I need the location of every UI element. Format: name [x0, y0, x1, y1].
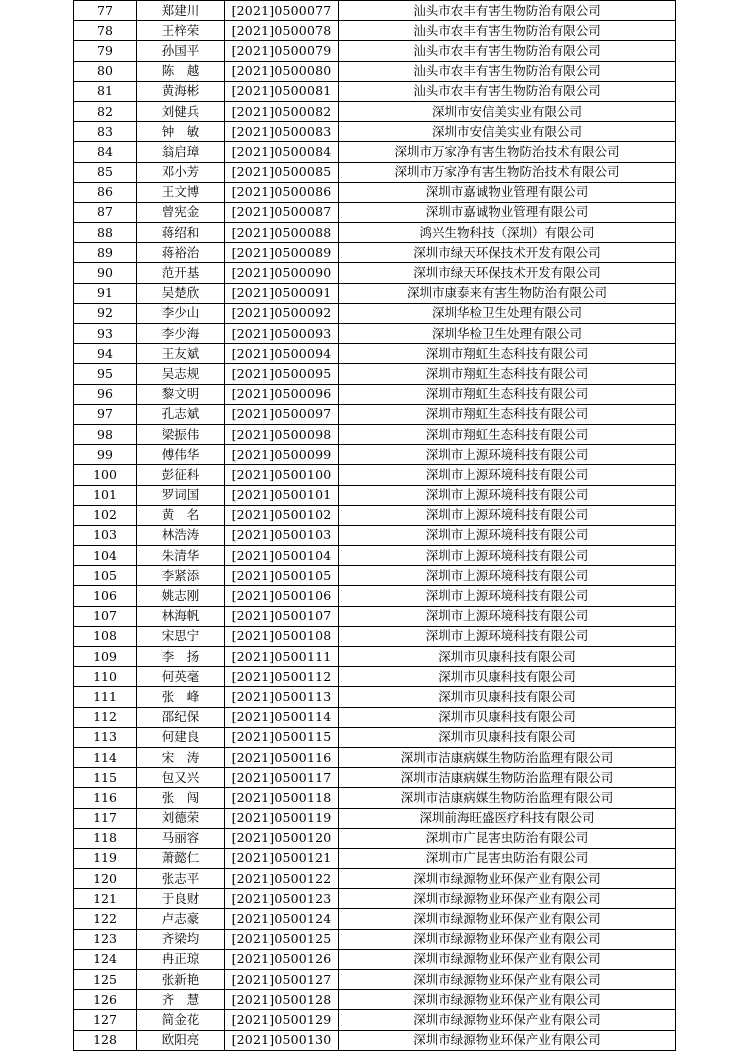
person-name-cell: 朱清华: [137, 546, 225, 566]
certificate-number-cell: [2021]0500084: [225, 142, 339, 162]
table-row: [74, 344, 676, 364]
certificate-number-cell: [2021]0500121: [225, 848, 339, 868]
certificate-number-cell: [2021]0500094: [225, 344, 339, 364]
organization-cell: 深圳市绿天环保技术开发有限公司: [339, 243, 676, 263]
table-row: [74, 142, 676, 162]
person-name-cell: 吴楚欣: [137, 283, 225, 303]
table-row: [74, 41, 676, 61]
table-row: [74, 687, 676, 707]
organization-cell: 深圳市上源环境科技有限公司: [339, 586, 676, 606]
table-row: [74, 828, 676, 848]
certificate-number-cell: [2021]0500091: [225, 283, 339, 303]
row-number-cell: 112: [74, 707, 137, 727]
organization-cell: 深圳市万家净有害生物防治技术有限公司: [339, 142, 676, 162]
person-name-cell: 翁启璋: [137, 142, 225, 162]
certificate-number-cell: [2021]0500083: [225, 122, 339, 142]
organization-cell: 深圳市上源环境科技有限公司: [339, 626, 676, 646]
organization-cell: 汕头市农丰有害生物防治有限公司: [339, 1, 676, 21]
certificate-number-cell: [2021]0500123: [225, 889, 339, 909]
row-number-cell: 95: [74, 364, 137, 384]
table-row: [74, 101, 676, 121]
certificate-number-cell: [2021]0500122: [225, 869, 339, 889]
person-name-cell: 何建良: [137, 727, 225, 747]
table-row: [74, 81, 676, 101]
row-number-cell: 93: [74, 324, 137, 344]
organization-cell: 深圳市上源环境科技有限公司: [339, 465, 676, 485]
organization-cell: 深圳市广昆害虫防治有限公司: [339, 848, 676, 868]
person-name-cell: 何英毫: [137, 667, 225, 687]
person-name-cell: 郑建川: [137, 1, 225, 21]
table-row: [74, 1030, 676, 1050]
certificate-number-cell: [2021]0500128: [225, 990, 339, 1010]
organization-cell: 汕头市农丰有害生物防治有限公司: [339, 21, 676, 41]
certificate-number-cell: [2021]0500078: [225, 21, 339, 41]
row-number-cell: 120: [74, 869, 137, 889]
organization-cell: 深圳市绿源物业环保产业有限公司: [339, 949, 676, 969]
row-number-cell: 90: [74, 263, 137, 283]
organization-cell: 深圳市绿源物业环保产业有限公司: [339, 970, 676, 990]
organization-cell: 深圳市翔虹生态科技有限公司: [339, 384, 676, 404]
person-name-cell: 李少山: [137, 303, 225, 323]
organization-cell: 深圳市上源环境科技有限公司: [339, 546, 676, 566]
table-row: [74, 727, 676, 747]
certificate-number-cell: [2021]0500081: [225, 81, 339, 101]
row-number-cell: 122: [74, 909, 137, 929]
person-name-cell: 冉正琼: [137, 949, 225, 969]
certificate-number-cell: [2021]0500100: [225, 465, 339, 485]
row-number-cell: 116: [74, 788, 137, 808]
row-number-cell: 108: [74, 626, 137, 646]
person-name-cell: 孙国平: [137, 41, 225, 61]
person-name-cell: 卢志豪: [137, 909, 225, 929]
row-number-cell: 80: [74, 61, 137, 81]
organization-cell: 深圳市绿源物业环保产业有限公司: [339, 869, 676, 889]
row-number-cell: 100: [74, 465, 137, 485]
row-number-cell: 117: [74, 808, 137, 828]
row-number-cell: 125: [74, 970, 137, 990]
person-name-cell: 王文博: [137, 182, 225, 202]
row-number-cell: 104: [74, 546, 137, 566]
person-name-cell: 刘健兵: [137, 101, 225, 121]
table-row: [74, 990, 676, 1010]
organization-cell: 深圳市上源环境科技有限公司: [339, 505, 676, 525]
certificate-number-cell: [2021]0500093: [225, 324, 339, 344]
row-number-cell: 103: [74, 525, 137, 545]
row-number-cell: 107: [74, 606, 137, 626]
certificate-number-cell: [2021]0500104: [225, 546, 339, 566]
table-row: [74, 445, 676, 465]
organization-cell: 鸿兴生物科技（深圳）有限公司: [339, 223, 676, 243]
table-row: [74, 283, 676, 303]
person-name-cell: 罗词国: [137, 485, 225, 505]
organization-cell: 深圳市贝康科技有限公司: [339, 667, 676, 687]
person-name-cell: 李少海: [137, 324, 225, 344]
row-number-cell: 96: [74, 384, 137, 404]
table-row: [74, 122, 676, 142]
person-name-cell: 黎文明: [137, 384, 225, 404]
certificate-number-cell: [2021]0500113: [225, 687, 339, 707]
table-row: [74, 848, 676, 868]
certificate-number-cell: [2021]0500111: [225, 647, 339, 667]
person-name-cell: 王梓荣: [137, 21, 225, 41]
certificate-number-cell: [2021]0500117: [225, 768, 339, 788]
organization-cell: 深圳市洁康病媒生物防治监理有限公司: [339, 747, 676, 767]
row-number-cell: 82: [74, 101, 137, 121]
organization-cell: 深圳市绿源物业环保产业有限公司: [339, 929, 676, 949]
organization-cell: 深圳市贝康科技有限公司: [339, 647, 676, 667]
table-row: [74, 485, 676, 505]
certificate-number-cell: [2021]0500077: [225, 1, 339, 21]
table-row: [74, 606, 676, 626]
row-number-cell: 92: [74, 303, 137, 323]
certificate-number-cell: [2021]0500116: [225, 747, 339, 767]
person-name-cell: 王友斌: [137, 344, 225, 364]
table-row: [74, 869, 676, 889]
organization-cell: 深圳市绿源物业环保产业有限公司: [339, 889, 676, 909]
person-name-cell: 吴志规: [137, 364, 225, 384]
person-name-cell: 齐 慧: [137, 990, 225, 1010]
row-number-cell: 98: [74, 424, 137, 444]
certificate-number-cell: [2021]0500129: [225, 1010, 339, 1030]
row-number-cell: 79: [74, 41, 137, 61]
person-name-cell: 张新艳: [137, 970, 225, 990]
person-name-cell: 张志平: [137, 869, 225, 889]
row-number-cell: 78: [74, 21, 137, 41]
row-number-cell: 121: [74, 889, 137, 909]
table-row: [74, 223, 676, 243]
person-name-cell: 萧懿仁: [137, 848, 225, 868]
certificate-number-cell: [2021]0500119: [225, 808, 339, 828]
person-name-cell: 张 闯: [137, 788, 225, 808]
organization-cell: 深圳市绿源物业环保产业有限公司: [339, 990, 676, 1010]
row-number-cell: 89: [74, 243, 137, 263]
table-row: [74, 1010, 676, 1030]
organization-cell: 深圳市上源环境科技有限公司: [339, 485, 676, 505]
certificate-number-cell: [2021]0500089: [225, 243, 339, 263]
row-number-cell: 97: [74, 404, 137, 424]
person-name-cell: 孔志斌: [137, 404, 225, 424]
table-row: [74, 263, 676, 283]
personnel-table: [73, 0, 676, 1051]
table-row: [74, 525, 676, 545]
row-number-cell: 110: [74, 667, 137, 687]
row-number-cell: 94: [74, 344, 137, 364]
table-row: [74, 243, 676, 263]
row-number-cell: 126: [74, 990, 137, 1010]
person-name-cell: 李紧添: [137, 566, 225, 586]
person-name-cell: 邓小芳: [137, 162, 225, 182]
row-number-cell: 128: [74, 1030, 137, 1050]
certificate-number-cell: [2021]0500125: [225, 929, 339, 949]
certificate-number-cell: [2021]0500086: [225, 182, 339, 202]
certificate-number-cell: [2021]0500095: [225, 364, 339, 384]
person-name-cell: 于良财: [137, 889, 225, 909]
person-name-cell: 邵纪保: [137, 707, 225, 727]
row-number-cell: 114: [74, 747, 137, 767]
row-number-cell: 101: [74, 485, 137, 505]
table-row: [74, 929, 676, 949]
row-number-cell: 77: [74, 1, 137, 21]
table-row: [74, 566, 676, 586]
table-row: [74, 303, 676, 323]
organization-cell: 深圳华检卫生处理有限公司: [339, 303, 676, 323]
table-row: [74, 788, 676, 808]
organization-cell: 深圳市嘉诚物业管理有限公司: [339, 182, 676, 202]
row-number-cell: 106: [74, 586, 137, 606]
table-row: [74, 626, 676, 646]
certificate-number-cell: [2021]0500102: [225, 505, 339, 525]
organization-cell: 深圳市贝康科技有限公司: [339, 727, 676, 747]
row-number-cell: 124: [74, 949, 137, 969]
organization-cell: 汕头市农丰有害生物防治有限公司: [339, 61, 676, 81]
certificate-number-cell: [2021]0500098: [225, 424, 339, 444]
certificate-number-cell: [2021]0500090: [225, 263, 339, 283]
person-name-cell: 钟 敏: [137, 122, 225, 142]
person-name-cell: 刘德荣: [137, 808, 225, 828]
certificate-number-cell: [2021]0500107: [225, 606, 339, 626]
organization-cell: 汕头市农丰有害生物防治有限公司: [339, 41, 676, 61]
row-number-cell: 113: [74, 727, 137, 747]
table-row: [74, 970, 676, 990]
table-row: [74, 889, 676, 909]
person-name-cell: 简金花: [137, 1010, 225, 1030]
table-row: [74, 768, 676, 788]
person-name-cell: 傅伟华: [137, 445, 225, 465]
row-number-cell: 111: [74, 687, 137, 707]
person-name-cell: 欧阳亮: [137, 1030, 225, 1050]
row-number-cell: 115: [74, 768, 137, 788]
table-row: [74, 586, 676, 606]
person-name-cell: 林海帆: [137, 606, 225, 626]
person-name-cell: 黄 名: [137, 505, 225, 525]
person-name-cell: 梁振伟: [137, 424, 225, 444]
row-number-cell: 99: [74, 445, 137, 465]
row-number-cell: 88: [74, 223, 137, 243]
person-name-cell: 包又兴: [137, 768, 225, 788]
organization-cell: 深圳市绿源物业环保产业有限公司: [339, 1030, 676, 1050]
table-row: [74, 202, 676, 222]
person-name-cell: 彭征科: [137, 465, 225, 485]
organization-cell: 深圳市绿源物业环保产业有限公司: [339, 909, 676, 929]
table-row: [74, 647, 676, 667]
row-number-cell: 123: [74, 929, 137, 949]
organization-cell: 深圳市绿天环保技术开发有限公司: [339, 263, 676, 283]
person-name-cell: 范开基: [137, 263, 225, 283]
organization-cell: 深圳市安信美实业有限公司: [339, 122, 676, 142]
person-name-cell: 蒋裕治: [137, 243, 225, 263]
organization-cell: 深圳市翔虹生态科技有限公司: [339, 364, 676, 384]
organization-cell: 深圳市贝康科技有限公司: [339, 707, 676, 727]
organization-cell: 深圳华检卫生处理有限公司: [339, 324, 676, 344]
certificate-number-cell: [2021]0500106: [225, 586, 339, 606]
table-row: [74, 505, 676, 525]
certificate-number-cell: [2021]0500112: [225, 667, 339, 687]
certificate-number-cell: [2021]0500118: [225, 788, 339, 808]
certificate-number-cell: [2021]0500127: [225, 970, 339, 990]
person-name-cell: 陈 越: [137, 61, 225, 81]
table-row: [74, 424, 676, 444]
table-row: [74, 384, 676, 404]
table-row: [74, 909, 676, 929]
person-name-cell: 张 峰: [137, 687, 225, 707]
certificate-number-cell: [2021]0500085: [225, 162, 339, 182]
organization-cell: 汕头市农丰有害生物防治有限公司: [339, 81, 676, 101]
organization-cell: 深圳市翔虹生态科技有限公司: [339, 424, 676, 444]
table-row: [74, 707, 676, 727]
certificate-number-cell: [2021]0500120: [225, 828, 339, 848]
organization-cell: 深圳市康泰来有害生物防治有限公司: [339, 283, 676, 303]
row-number-cell: 87: [74, 202, 137, 222]
row-number-cell: 86: [74, 182, 137, 202]
certificate-number-cell: [2021]0500115: [225, 727, 339, 747]
row-number-cell: 105: [74, 566, 137, 586]
person-name-cell: 曾宪金: [137, 202, 225, 222]
person-name-cell: 蒋绍和: [137, 223, 225, 243]
certificate-number-cell: [2021]0500105: [225, 566, 339, 586]
certificate-number-cell: [2021]0500130: [225, 1030, 339, 1050]
certificate-number-cell: [2021]0500096: [225, 384, 339, 404]
certificate-number-cell: [2021]0500101: [225, 485, 339, 505]
person-name-cell: 林浩涛: [137, 525, 225, 545]
table-row: [74, 364, 676, 384]
organization-cell: 深圳市洁康病媒生物防治监理有限公司: [339, 768, 676, 788]
organization-cell: 深圳市绿源物业环保产业有限公司: [339, 1010, 676, 1030]
organization-cell: 深圳市翔虹生态科技有限公司: [339, 344, 676, 364]
table-row: [74, 747, 676, 767]
person-name-cell: 李 扬: [137, 647, 225, 667]
row-number-cell: 84: [74, 142, 137, 162]
row-number-cell: 127: [74, 1010, 137, 1030]
organization-cell: 深圳市上源环境科技有限公司: [339, 606, 676, 626]
certificate-number-cell: [2021]0500092: [225, 303, 339, 323]
certificate-number-cell: [2021]0500087: [225, 202, 339, 222]
organization-cell: 深圳市洁康病媒生物防治监理有限公司: [339, 788, 676, 808]
table-row: [74, 949, 676, 969]
organization-cell: 深圳市上源环境科技有限公司: [339, 566, 676, 586]
organization-cell: 深圳市安信美实业有限公司: [339, 101, 676, 121]
person-name-cell: 宋思宁: [137, 626, 225, 646]
table-row: [74, 808, 676, 828]
certificate-number-cell: [2021]0500079: [225, 41, 339, 61]
certificate-number-cell: [2021]0500080: [225, 61, 339, 81]
person-name-cell: 宋 涛: [137, 747, 225, 767]
table-row: [74, 61, 676, 81]
organization-cell: 深圳市翔虹生态科技有限公司: [339, 404, 676, 424]
organization-cell: 深圳市万家净有害生物防治技术有限公司: [339, 162, 676, 182]
certificate-number-cell: [2021]0500099: [225, 445, 339, 465]
organization-cell: 深圳市上源环境科技有限公司: [339, 525, 676, 545]
row-number-cell: 85: [74, 162, 137, 182]
organization-cell: 深圳市嘉诚物业管理有限公司: [339, 202, 676, 222]
personnel-table-body: [74, 1, 676, 1051]
certificate-number-cell: [2021]0500088: [225, 223, 339, 243]
organization-cell: 深圳前海旺盛医疗科技有限公司: [339, 808, 676, 828]
row-number-cell: 119: [74, 848, 137, 868]
person-name-cell: 姚志刚: [137, 586, 225, 606]
table-row: [74, 1, 676, 21]
certificate-number-cell: [2021]0500097: [225, 404, 339, 424]
certificate-number-cell: [2021]0500082: [225, 101, 339, 121]
row-number-cell: 91: [74, 283, 137, 303]
person-name-cell: 齐梁均: [137, 929, 225, 949]
table-row: [74, 465, 676, 485]
person-name-cell: 马丽容: [137, 828, 225, 848]
table-row: [74, 162, 676, 182]
organization-cell: 深圳市上源环境科技有限公司: [339, 445, 676, 465]
certificate-number-cell: [2021]0500114: [225, 707, 339, 727]
row-number-cell: 102: [74, 505, 137, 525]
table-row: [74, 182, 676, 202]
certificate-number-cell: [2021]0500126: [225, 949, 339, 969]
person-name-cell: 黄海彬: [137, 81, 225, 101]
table-row: [74, 546, 676, 566]
row-number-cell: 83: [74, 122, 137, 142]
table-row: [74, 324, 676, 344]
organization-cell: 深圳市贝康科技有限公司: [339, 687, 676, 707]
row-number-cell: 109: [74, 647, 137, 667]
row-number-cell: 81: [74, 81, 137, 101]
certificate-number-cell: [2021]0500108: [225, 626, 339, 646]
table-row: [74, 21, 676, 41]
certificate-number-cell: [2021]0500103: [225, 525, 339, 545]
table-row: [74, 667, 676, 687]
organization-cell: 深圳市广昆害虫防治有限公司: [339, 828, 676, 848]
certificate-number-cell: [2021]0500124: [225, 909, 339, 929]
row-number-cell: 118: [74, 828, 137, 848]
table-row: [74, 404, 676, 424]
